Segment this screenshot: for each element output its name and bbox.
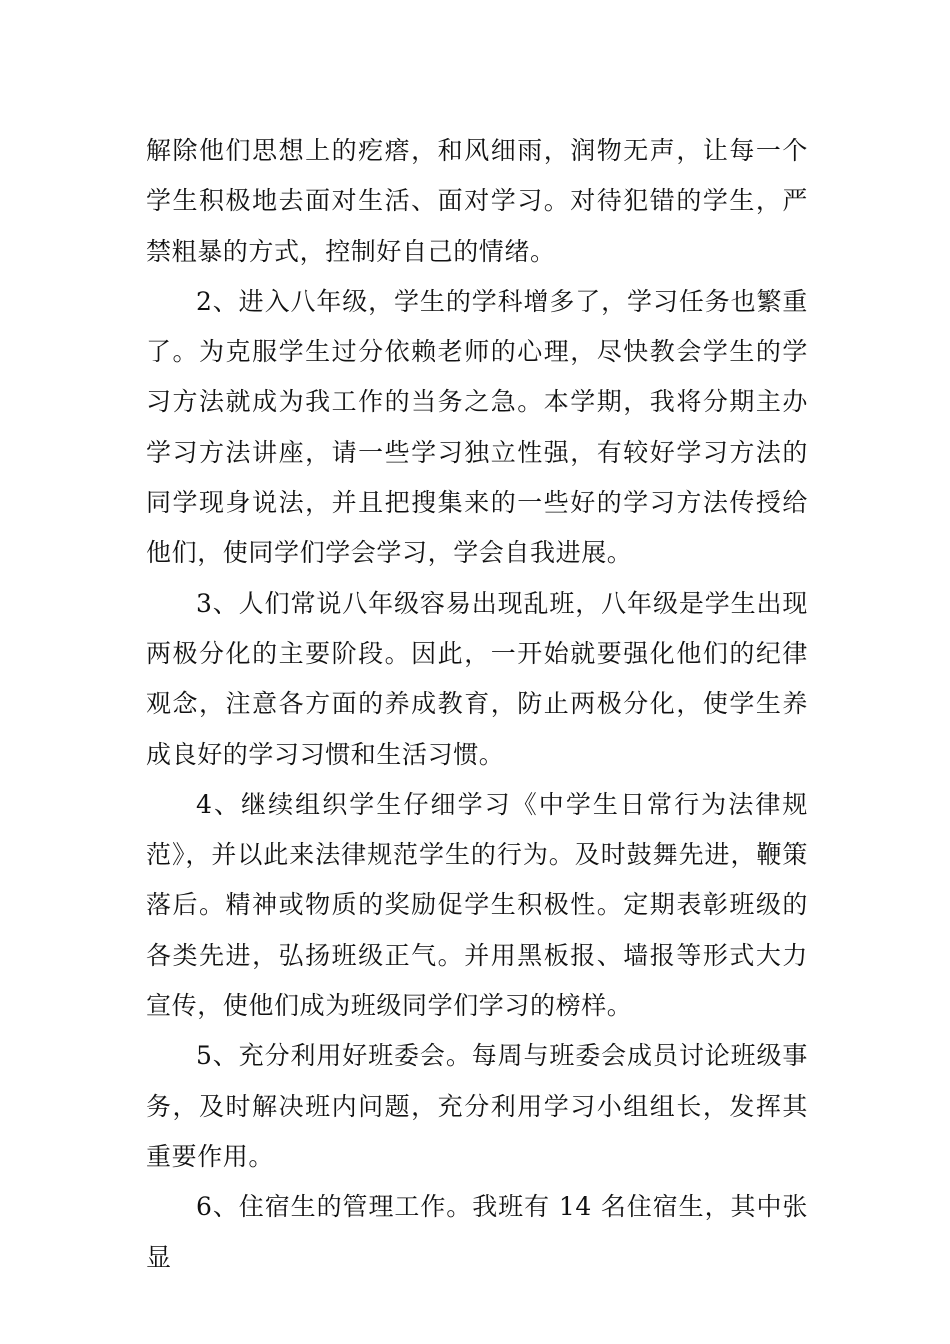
paragraph-3: 3、人们常说八年级容易出现乱班，八年级是学生出现两极分化的主要阶段。因此，一开始就要强化他们的纪律观念，注意各方面的养成教育，防止两极分化，使学生养成良好的学习习惯和生活习惯。 bbox=[146, 588, 808, 769]
paragraph-1: 解除他们思想上的疙瘩，和风细雨，润物无声，让每一个学生积极地去面对生活、面对学习。对待犯错的学生，严禁粗暴的方式，控制好自己的情绪。 bbox=[146, 136, 808, 266]
paragraph-4: 4、继续组织学生仔细学习《中学生日常行为法律规范》，并以此来法律规范学生的行为。及时鼓舞先进，鞭策落后。精神或物质的奖励促学生积极性。定期表彰班级的各类先进，弘扬班级正气。并用黑板报、墙报等形式大力宣传，使他们成为班级同学们学习的榜样。 bbox=[146, 789, 808, 1021]
paragraph-6: 6、住宿生的管理工作。我班有 14 名住宿生，其中张显 bbox=[146, 1192, 808, 1272]
paragraph-5: 5、充分利用好班委会。每周与班委会成员讨论班级事务，及时解决班内问题，充分利用学习小组组长，发挥其重要作用。 bbox=[146, 1041, 808, 1171]
document-body bbox=[146, 126, 808, 1283]
paragraph-2: 2、进入八年级，学生的学科增多了，学习任务也繁重了。为克服学生过分依赖老师的心理，尽快教会学生的学习方法就成为我工作的当务之急。本学期，我将分期主办学习方法讲座，请一些学习独立性强，有较好学习方法的同学现身说法，并且把搜集来的一些好的学习方法传授给他们，使同学们学会学习，学会自我进展。 bbox=[146, 286, 808, 568]
